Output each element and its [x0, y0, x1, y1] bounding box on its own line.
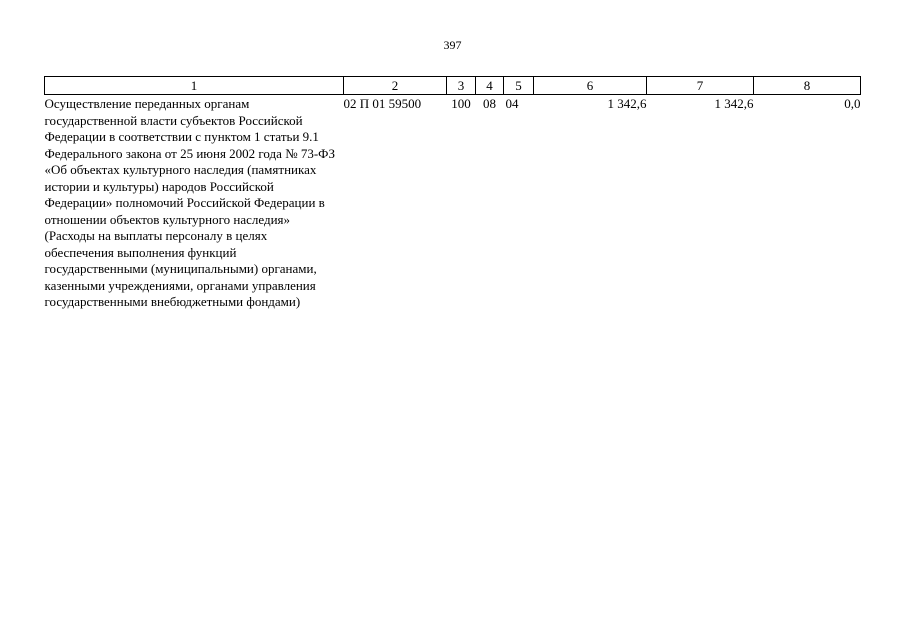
budget-table-container — [44, 76, 860, 311]
column-header: 1 — [45, 77, 344, 95]
column-header: 8 — [754, 77, 861, 95]
amount-col6: 1 342,6 — [607, 96, 647, 111]
amount-col7: 1 342,6 — [714, 96, 754, 111]
target-article-code: 02 П 01 59500 — [343, 96, 422, 111]
column-header: 7 — [647, 77, 754, 95]
amount-col8: 0,0 — [844, 96, 861, 111]
table-header-row — [45, 77, 861, 95]
row-description: Осуществление переданных органам государственной власти субъектов Российской Федерации в соответствии с пунктом 1 статьи 9.1 Федерального закона от 25 июня 2002 года № 73-ФЗ «Об объектах культурного наследия (памятниках истории и культуры) народов Российской Федерации» полномочий Российской Федерации в отношении объектов культурного наследия» (Расходы на выплаты персоналу в целях обеспечения выполнения функций государственными (муниципальными) органами, казенными учреждениями, органами управления государственными внебюджетными фондами) — [44, 96, 335, 309]
expense-type-code: 100 — [451, 96, 471, 111]
table-row — [45, 95, 861, 311]
column-header: 5 — [504, 77, 534, 95]
budget-table — [44, 76, 861, 311]
subsection-code: 04 — [505, 96, 519, 111]
column-header: 2 — [344, 77, 447, 95]
column-header: 6 — [534, 77, 647, 95]
column-header: 4 — [476, 77, 504, 95]
column-header: 3 — [447, 77, 476, 95]
page-number: 397 — [443, 38, 462, 52]
section-code: 08 — [483, 96, 496, 111]
